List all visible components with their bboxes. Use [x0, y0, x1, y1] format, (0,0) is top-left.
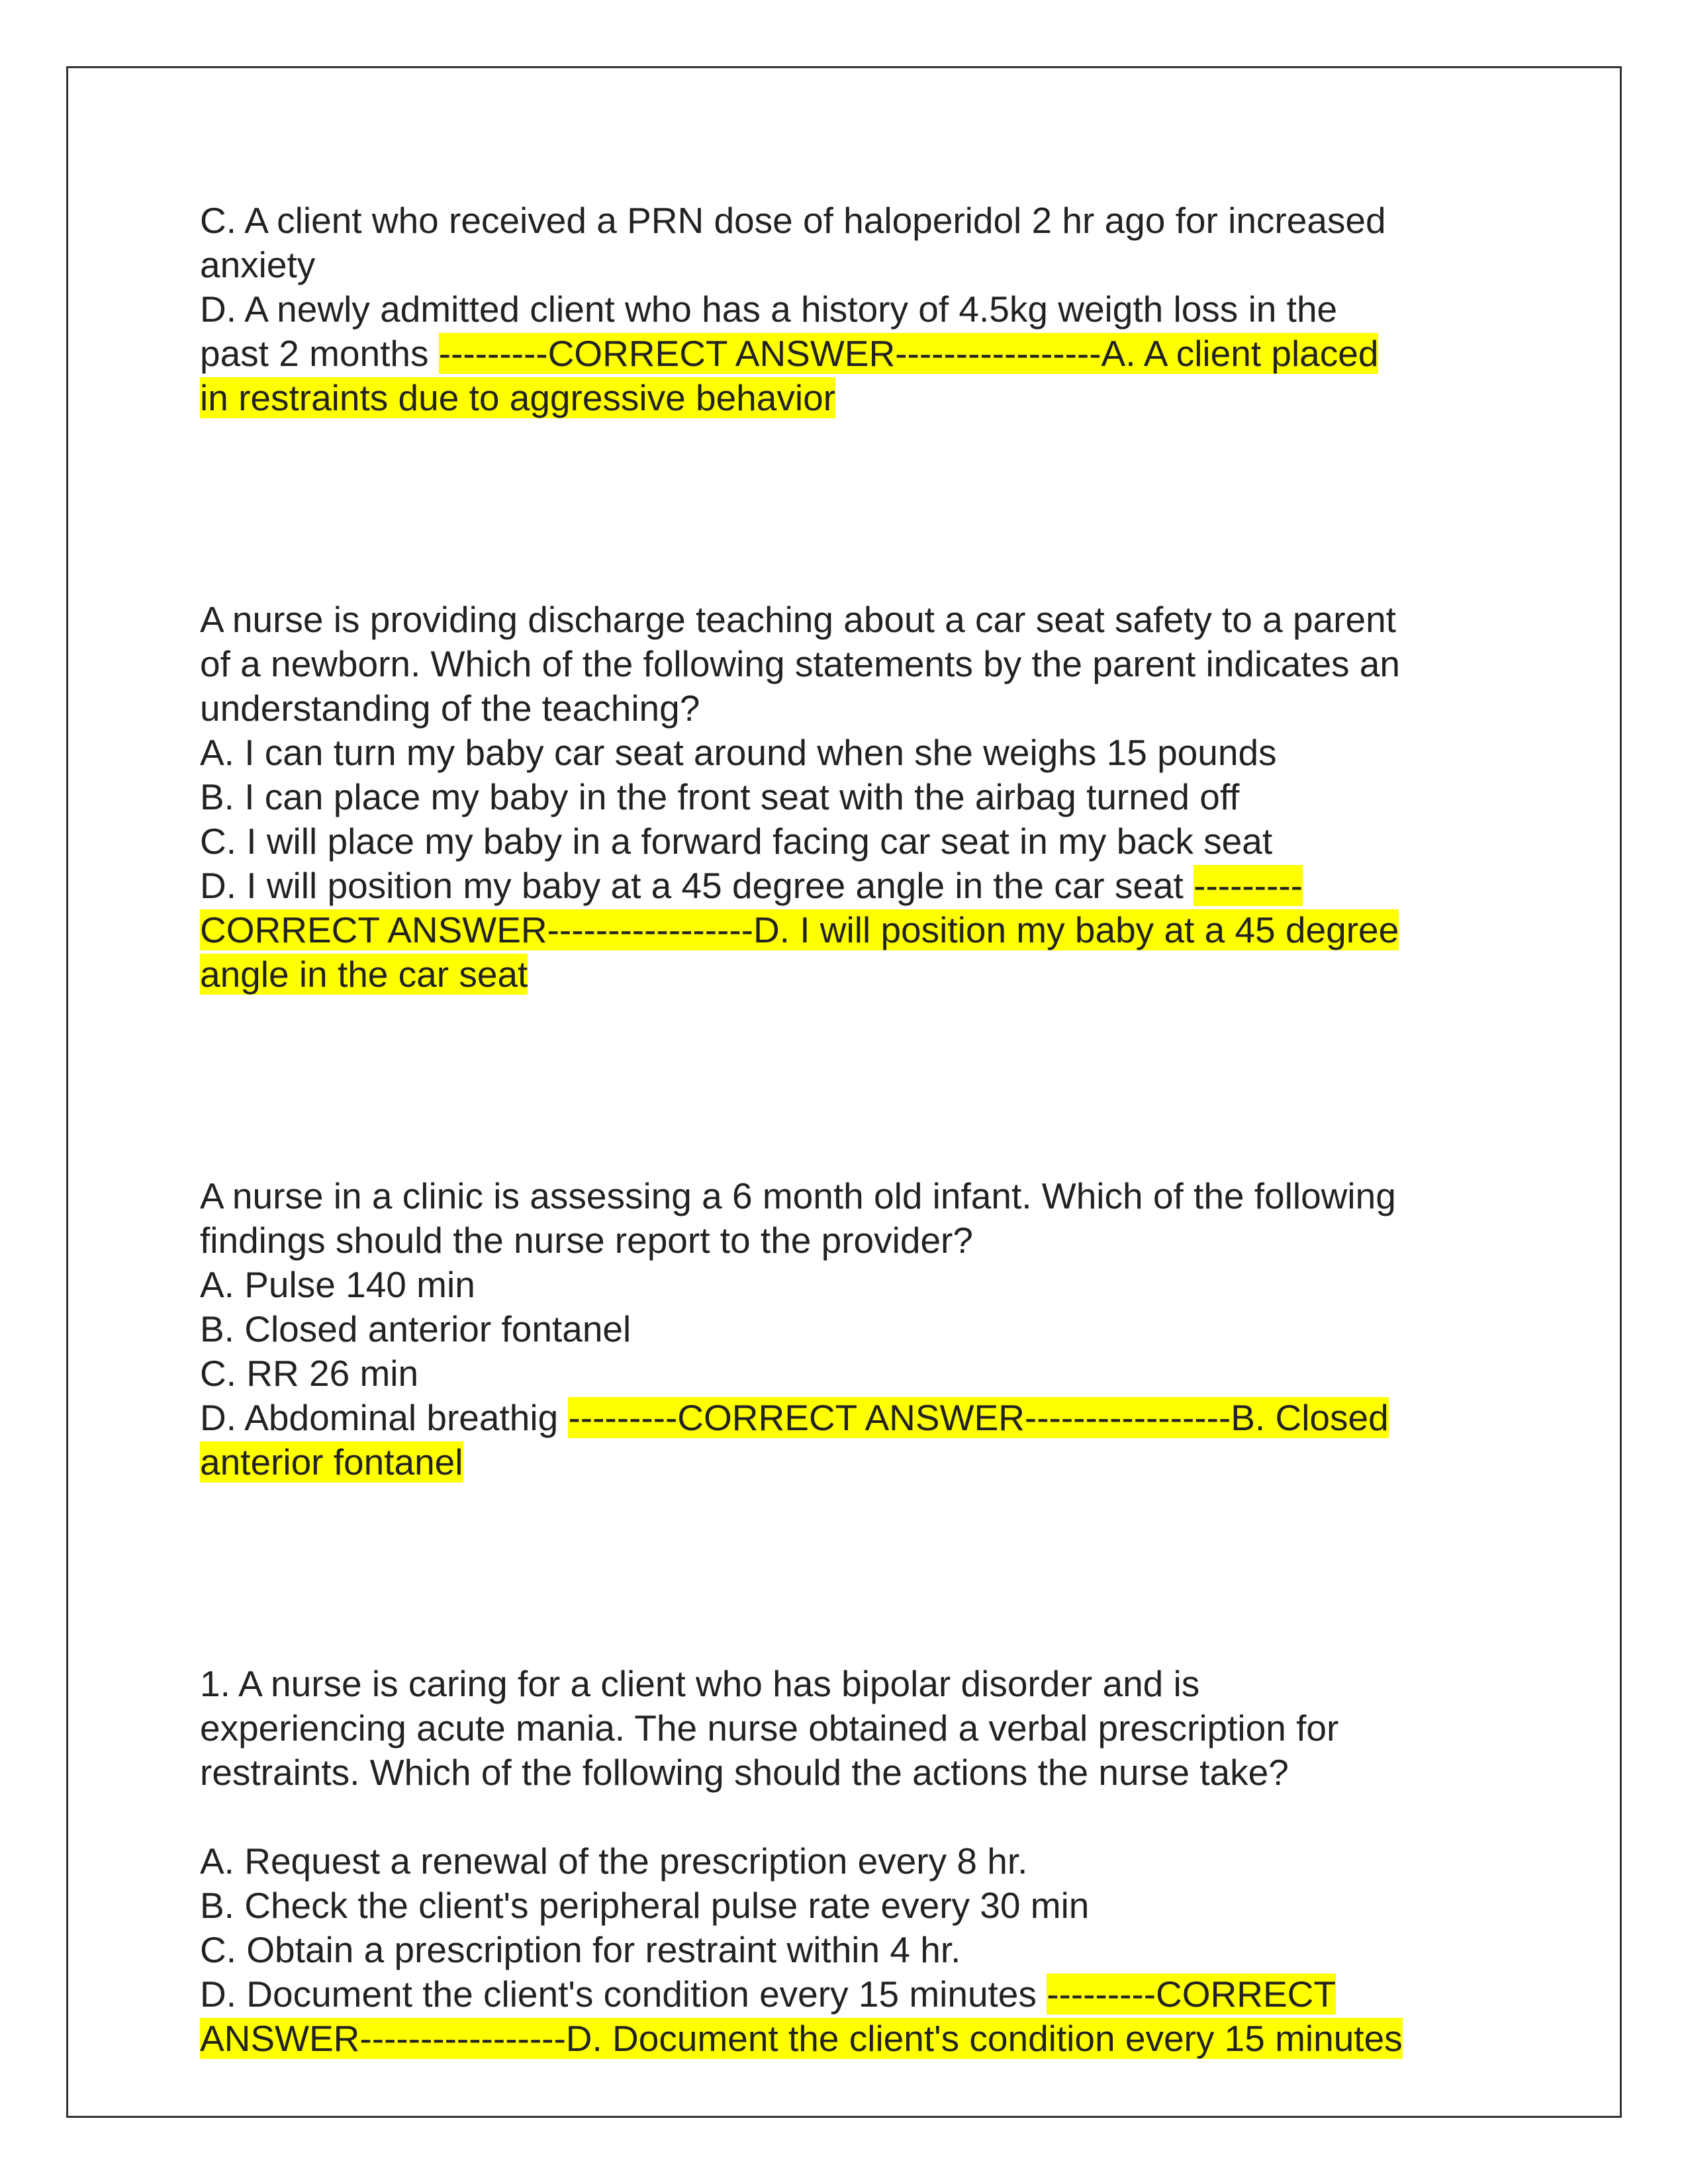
question-stem-line-2: findings should the nurse report to the provider? — [200, 1220, 973, 1261]
question-stem-line-3: restraints. Which of the following should the actions the nurse take? — [200, 1752, 1289, 1793]
correct-answer-line — [200, 1440, 1497, 1484]
option-c-text: C. RR 26 min — [200, 1353, 419, 1394]
option-d-text-continued: past 2 months — [200, 333, 439, 374]
option-c-text-continued: anxiety — [200, 244, 316, 285]
correct-answer-highlight-continued: CORRECT ANSWER-----------------D. I will position my baby at a 45 degree — [200, 909, 1399, 950]
question-stem: A nurse in a clinic is assessing a 6 month old infant. Which of the following — [200, 1175, 1396, 1216]
correct-answer-highlight-end: angle in the car seat — [200, 954, 528, 995]
correct-answer-highlight-continued: anterior fontanel — [200, 1441, 463, 1482]
question-stem-line-3: understanding of the teaching? — [200, 688, 700, 729]
correct-answer-highlight: ---------CORRECT — [1047, 1974, 1336, 2015]
option-a-text: A. I can turn my baby car seat around when she weighs 15 pounds — [200, 732, 1277, 773]
correct-answer-highlight: --------- — [1194, 865, 1303, 906]
document-body — [200, 199, 1497, 2061]
option-d-line-with-answer — [200, 1972, 1497, 2017]
option-a-text: A. Pulse 140 min — [200, 1264, 475, 1305]
option-d-text: D. Abdominal breathig — [200, 1397, 569, 1438]
correct-answer-line — [200, 908, 1497, 952]
option-c-text: C. Obtain a prescription for restraint within 4 hr. — [200, 1929, 961, 1970]
question-block-4 — [200, 1662, 1497, 2061]
option-b-text: B. Closed anterior fontanel — [200, 1308, 632, 1349]
correct-answer-highlight-continued: in restraints due to aggressive behavior — [200, 377, 835, 418]
correct-answer-highlight: ---------CORRECT ANSWER-----------------B. Closed — [568, 1397, 1389, 1438]
option-c-text: C. A client who received a PRN dose of haloperidol 2 hr ago for increased — [200, 200, 1386, 241]
correct-answer-line — [200, 2017, 1497, 2061]
option-d-text: D. Document the client's condition every 15 minutes — [200, 1974, 1047, 2015]
question-block-3 — [200, 1174, 1497, 1484]
correct-answer-line — [200, 376, 1497, 420]
correct-answer-highlight-continued: ANSWER-----------------D. Document the client's condition every 15 minutes — [200, 2018, 1403, 2059]
option-d-text: D. I will position my baby at a 45 degree angle in the car seat — [200, 865, 1194, 906]
question-stem-line-2: experiencing acute mania. The nurse obtained a verbal prescription for — [200, 1707, 1339, 1749]
option-b-text: B. I can place my baby in the front seat with the airbag turned off — [200, 776, 1240, 817]
option-d-line-with-answer — [200, 1396, 1497, 1440]
option-d-text: D. A newly admitted client who has a history of 4.5kg weigth loss in the — [200, 289, 1338, 330]
option-d-line-with-answer — [200, 864, 1497, 908]
correct-answer-line-2 — [200, 952, 1497, 997]
option-c-text: C. I will place my baby in a forward facing car seat in my back seat — [200, 821, 1273, 862]
question-stem: 1. A nurse is caring for a client who has bipolar disorder and is — [200, 1663, 1200, 1704]
question-stem: A nurse is providing discharge teaching about a car seat safety to a parent — [200, 599, 1396, 640]
question-block-1 — [200, 199, 1497, 420]
option-a-text: A. Request a renewal of the prescription every 8 hr. — [200, 1841, 1028, 1882]
question-block-2 — [200, 598, 1497, 997]
correct-answer-highlight: ---------CORRECT ANSWER-----------------A. A client placed — [438, 333, 1379, 374]
option-b-text: B. Check the client's peripheral pulse rate every 30 min — [200, 1885, 1090, 1926]
option-d-line-with-answer — [200, 332, 1497, 376]
question-stem-line-2: of a newborn. Which of the following statements by the parent indicates an — [200, 643, 1400, 684]
